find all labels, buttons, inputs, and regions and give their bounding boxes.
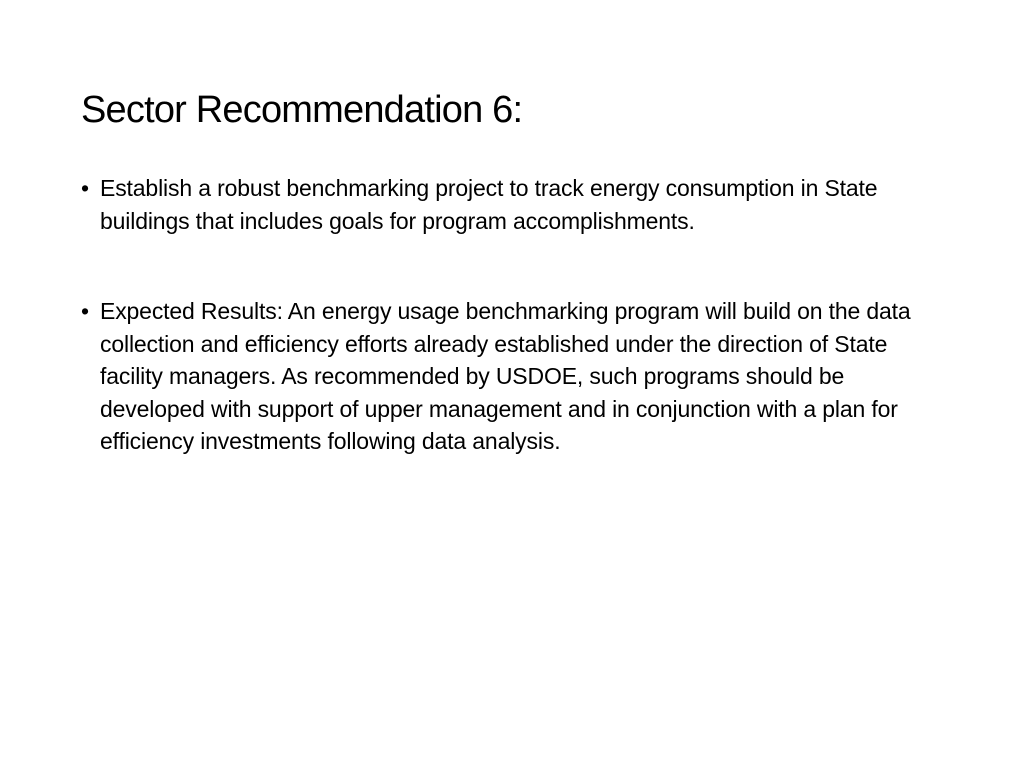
bullet-list	[81, 172, 951, 458]
bullet-item-expected-results	[81, 295, 951, 458]
bullet-marker: •	[81, 298, 89, 324]
slide-title: Sector Recommendation 6:	[81, 89, 523, 131]
bullet-item-recommendation	[81, 172, 951, 237]
bullet-text: Establish a robust benchmarking project to track energy consumption in State buildings that includes goals for program accomplishments.	[100, 175, 878, 234]
bullet-text: Expected Results: An energy usage benchmarking program will build on the data collection and efficiency efforts already established under the direction of State facility managers. As recommended by USDOE, such programs should be developed with support of upper management and in conjunction with a plan for efficiency investments following data analysis.	[100, 298, 911, 454]
bullet-marker: •	[81, 175, 89, 201]
